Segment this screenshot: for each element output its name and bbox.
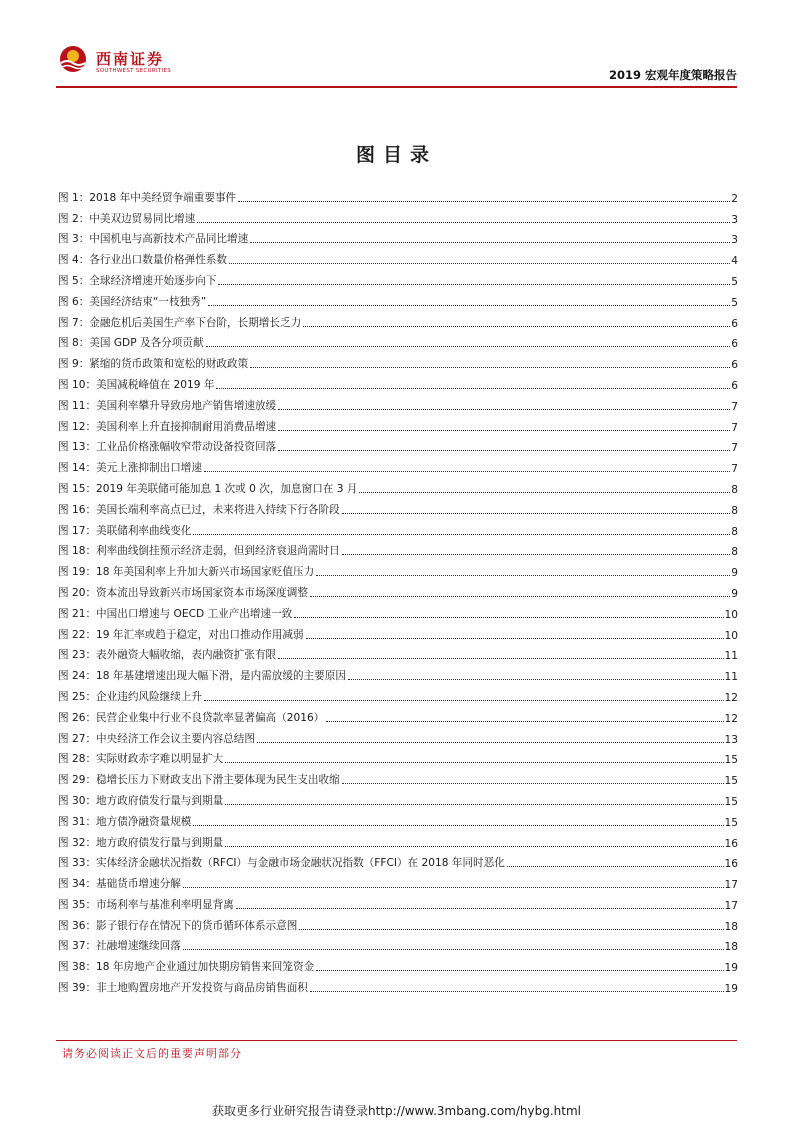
toc-entry-page-number: 15 [724, 754, 738, 767]
toc-dot-leader [250, 367, 730, 368]
toc-dot-leader [197, 222, 730, 223]
toc-entry-page-number: 5 [731, 275, 738, 288]
toc-dot-leader [204, 700, 724, 701]
toc-entry-page-number: 19 [724, 962, 738, 975]
toc-entry-page-number: 16 [724, 837, 738, 850]
toc-entry-label: 图 12：美国利率上升直接抑制耐用消费品增速 [58, 420, 277, 433]
toc-entry-page-number: 12 [724, 712, 738, 725]
toc-entry-label: 图 32：地方政府债发行量与到期量 [58, 836, 224, 849]
toc-entry-page-number: 13 [724, 733, 738, 746]
toc-entry-page-number: 5 [731, 296, 738, 309]
toc-entry[interactable] [58, 683, 738, 704]
toc-entry[interactable] [58, 205, 738, 226]
toc-entry[interactable] [58, 953, 738, 974]
toc-entry-page-number: 10 [724, 629, 738, 642]
toc-entry-label: 图 9：紧缩的货币政策和宽松的财政政策 [58, 358, 249, 371]
toc-entry-page-number: 8 [731, 525, 738, 538]
toc-dot-leader [316, 970, 723, 971]
toc-entry-page-number: 3 [731, 234, 738, 247]
brand-name-en: SOUTHWEST SECURITIES [96, 68, 172, 74]
toc-entry-label: 图 30：地方政府债发行量与到期量 [58, 794, 224, 807]
toc-entry-page-number: 18 [724, 941, 738, 954]
toc-entry-page-number: 19 [724, 983, 738, 996]
brand-name-cn: 西南证券 [96, 50, 165, 68]
toc-entry[interactable] [58, 350, 738, 371]
page-header [56, 40, 737, 92]
toc-entry[interactable] [58, 475, 738, 496]
toc-entry-page-number: 6 [731, 359, 738, 372]
toc-dot-leader [216, 388, 730, 389]
toc-entry-page-number: 7 [731, 463, 738, 476]
disclaimer-note: 请务必阅读正文后的重要声明部分 [62, 1047, 242, 1060]
toc-entry-page-number: 17 [724, 879, 738, 892]
toc-dot-leader [229, 263, 730, 264]
toc-entry-label: 图 7：金融危机后美国生产率下台阶，长期增长乏力 [58, 316, 302, 329]
toc-entry[interactable] [58, 912, 738, 933]
toc-dot-leader [278, 658, 723, 659]
toc-entry-label: 图 11：美国利率攀升导致房地产销售增速放缓 [58, 399, 277, 412]
toc-entry-page-number: 6 [731, 317, 738, 330]
toc-entry-label: 图 31：地方债净融资量规模 [58, 815, 192, 828]
toc-dot-leader [306, 638, 724, 639]
toc-entry-page-number: 9 [731, 567, 738, 580]
toc-entry-label: 图 10：美国减税峰值在 2019 年 [58, 378, 215, 391]
toc-dot-leader [342, 513, 731, 514]
toc-entry-page-number: 7 [731, 421, 738, 434]
toc-entry[interactable] [58, 496, 738, 517]
toc-dot-leader [303, 326, 730, 327]
toc-entry-page-number: 8 [731, 546, 738, 559]
toc-dot-leader [257, 742, 724, 743]
toc-entry-label: 图 21：中国出口增速与 OECD 工业产出增速一致 [58, 607, 293, 620]
toc-entry-page-number: 15 [724, 816, 738, 829]
toc-entry[interactable] [58, 558, 738, 579]
toc-entry-label: 图 24：18 年基建增速出现大幅下滑，是内需放缓的主要原因 [58, 670, 346, 683]
toc-entry-label: 图 35：市场利率与基准利率明显背离 [58, 898, 234, 911]
toc-dot-leader [206, 346, 731, 347]
toc-entry-page-number: 15 [724, 795, 738, 808]
toc-entry[interactable] [58, 226, 738, 247]
toc-entry-label: 图 3：中国机电与高新技术产品同比增速 [58, 233, 249, 246]
toc-entry-page-number: 2 [731, 192, 738, 205]
toc-entry[interactable] [58, 870, 738, 891]
toc-dot-leader [204, 471, 730, 472]
toc-dot-leader [310, 596, 730, 597]
toc-entry-page-number: 10 [724, 608, 738, 621]
toc-entry[interactable] [58, 413, 738, 434]
toc-entry-page-number: 7 [731, 442, 738, 455]
toc-dot-leader [507, 866, 724, 867]
toc-entry[interactable] [58, 974, 738, 995]
toc-entry[interactable] [58, 621, 738, 642]
toc-entry-label: 图 17：美联储利率曲线变化 [58, 524, 192, 537]
page-title: 图目录 [355, 144, 437, 166]
header-divider [56, 86, 737, 88]
toc-entry-page-number: 3 [731, 213, 738, 226]
toc-entry-label: 图 18：利率曲线倒挂预示经济走弱，但到经济衰退尚需时日 [58, 545, 340, 558]
toc-entry-label: 图 28：实际财政赤字难以明显扩大 [58, 753, 224, 766]
toc-dot-leader [183, 887, 724, 888]
toc-entry-page-number: 8 [731, 483, 738, 496]
toc-entry[interactable] [58, 662, 738, 683]
toc-dot-leader [193, 534, 730, 535]
toc-entry[interactable] [58, 288, 738, 309]
toc-entry-page-number: 7 [731, 400, 738, 413]
toc-entry-label: 图 19：18 年美国利率上升加大新兴市场国家贬值压力 [58, 566, 315, 579]
toc-entry-page-number: 18 [724, 920, 738, 933]
toc-entry[interactable] [58, 933, 738, 954]
toc-entry-label: 图 25：企业违约风险继续上升 [58, 690, 202, 703]
toc-entry[interactable] [58, 184, 738, 205]
toc-entry[interactable] [58, 829, 738, 850]
toc-entry-label: 图 14：美元上涨抑制出口增速 [58, 462, 202, 475]
toc-entry-page-number: 17 [724, 899, 738, 912]
toc-entry-page-number: 8 [731, 504, 738, 517]
toc-dot-leader [193, 825, 723, 826]
toc-entry[interactable] [58, 454, 738, 475]
toc-entry[interactable] [58, 787, 738, 808]
toc-dot-leader [208, 305, 730, 306]
toc-dot-leader [294, 617, 723, 618]
toc-entry[interactable] [58, 538, 738, 559]
toc-entry-label: 图 37：社融增速继续回落 [58, 940, 181, 953]
toc-dot-leader [225, 804, 723, 805]
toc-entry-label: 图 27：中央经济工作会议主要内容总结图 [58, 732, 255, 745]
toc-dot-leader [326, 721, 723, 722]
toc-entry[interactable] [58, 579, 738, 600]
toc-entry-label: 图 15：2019 年美联储可能加息 1 次或 0 次，加息窗口在 3 月 [58, 482, 358, 495]
toc-entry-page-number: 9 [731, 587, 738, 600]
toc-entry[interactable] [58, 392, 738, 413]
toc-entry-label: 图 20：资本流出导致新兴市场国家资本市场深度调整 [58, 586, 308, 599]
toc-dot-leader [342, 783, 724, 784]
toc-entry[interactable] [58, 891, 738, 912]
toc-entry[interactable] [58, 746, 738, 767]
sun-over-waves-logo-icon [56, 44, 90, 78]
toc-entry-page-number: 6 [731, 379, 738, 392]
toc-entry[interactable] [58, 600, 738, 621]
toc-entry-label: 图 38：18 年房地产企业通过加快期房销售来回笼资金 [58, 961, 315, 974]
toc-entry[interactable] [58, 434, 738, 455]
toc-entry[interactable] [58, 309, 738, 330]
report-title: 2019 宏观年度策略报告 [608, 68, 737, 82]
toc-entry-page-number: 15 [724, 775, 738, 788]
toc-dot-leader [238, 201, 730, 202]
toc-entry-page-number: 16 [724, 858, 738, 871]
toc-entry-label: 图 23：表外融资大幅收缩，表内融资扩张有限 [58, 649, 277, 662]
toc-entry[interactable] [58, 725, 738, 746]
toc-dot-leader [278, 430, 730, 431]
toc-dot-leader [236, 908, 724, 909]
toc-entry-label: 图 33：实体经济金融状况指数（RFCI）与金融市场金融状况指数（FFCI）在 2018 年同时恶化 [58, 857, 505, 870]
toc-entry-page-number: 11 [724, 671, 738, 684]
toc-dot-leader [342, 554, 731, 555]
company-logo [56, 44, 216, 84]
toc-entry-label: 图 1：2018 年中美经贸争端重要事件 [58, 191, 237, 204]
toc-entry[interactable] [58, 517, 738, 538]
toc-entry-page-number: 4 [731, 255, 738, 268]
footer-divider [56, 1040, 737, 1041]
toc-entry[interactable] [58, 808, 738, 829]
toc-dot-leader [316, 575, 730, 576]
toc-entry-label: 图 26：民营企业集中行业不良贷款率显著偏高（2016） [58, 711, 325, 724]
toc-entry[interactable] [58, 850, 738, 871]
toc-entry-label: 图 4：各行业出口数量价格弹性系数 [58, 254, 228, 267]
toc-entry-page-number: 11 [724, 650, 738, 663]
toc-entry[interactable] [58, 642, 738, 663]
toc-entry-label: 图 8：美国 GDP 及各分项贡献 [58, 337, 204, 350]
toc-entry-label: 图 6：美国经济结束“一枝独秀” [58, 295, 207, 308]
toc-dot-leader [348, 679, 724, 680]
toc-entry[interactable] [58, 371, 738, 392]
toc-dot-leader [250, 242, 730, 243]
toc-entry-label: 图 39：非土地购置房地产开发投资与商品房销售面积 [58, 982, 308, 995]
toc-dot-leader [359, 492, 730, 493]
toc-entry-label: 图 16：美国长端利率高点已过，未来将进入持续下行各阶段 [58, 503, 340, 516]
toc-entry-label: 图 5：全球经济增速开始逐步向下 [58, 274, 217, 287]
table-of-figures [58, 184, 738, 995]
toc-entry-page-number: 12 [724, 691, 738, 704]
toc-entry-label: 图 13：工业品价格涨幅收窄带动设备投资回落 [58, 441, 277, 454]
toc-dot-leader [310, 991, 724, 992]
toc-dot-leader [278, 409, 730, 410]
toc-entry-label: 图 29：稳增长压力下财政支出下滑主要体现为民生支出收缩 [58, 774, 340, 787]
toc-entry-label: 图 22：19 年汇率或趋于稳定，对出口推动作用减弱 [58, 628, 304, 641]
toc-dot-leader [183, 949, 724, 950]
toc-entry-label: 图 36：影子银行存在情况下的货币循环体系示意图 [58, 919, 298, 932]
toc-dot-leader [218, 284, 730, 285]
toc-entry[interactable] [58, 330, 738, 351]
toc-dot-leader [299, 929, 723, 930]
toc-dot-leader [225, 846, 723, 847]
toc-entry[interactable] [58, 246, 738, 267]
toc-entry-label: 图 34：基础货币增速分解 [58, 878, 181, 891]
toc-dot-leader [278, 450, 730, 451]
footer-website-link[interactable]: 获取更多行业研究报告请登录http://www.3mbang.com/hybg.html [211, 1104, 581, 1118]
toc-entry[interactable] [58, 766, 738, 787]
toc-entry-label: 图 2：中美双边贸易同比增速 [58, 212, 196, 225]
toc-dot-leader [225, 762, 723, 763]
toc-entry[interactable] [58, 704, 738, 725]
toc-entry-page-number: 6 [731, 338, 738, 351]
toc-entry[interactable] [58, 267, 738, 288]
